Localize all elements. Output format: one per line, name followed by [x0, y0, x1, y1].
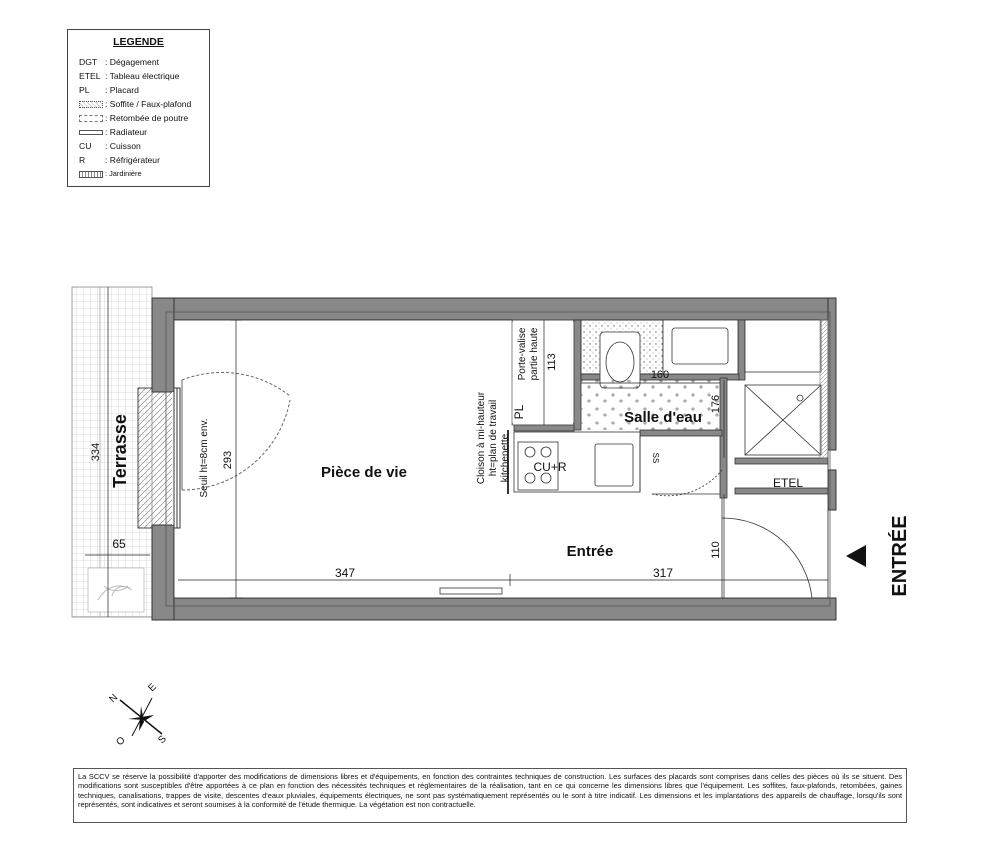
- legend-item: PL : Placard: [79, 85, 139, 95]
- compass-s: S: [156, 733, 169, 747]
- dim-piece-width: 347: [334, 566, 356, 580]
- cloison-label-line3: kitchenette: [500, 433, 511, 483]
- legend-item: ETEL : Tableau électrique: [79, 71, 180, 81]
- dim-sdb-width: 160: [650, 369, 670, 381]
- legend-item: : Radiateur: [79, 127, 147, 137]
- radiator: [440, 588, 502, 594]
- pl-label: PL: [512, 404, 526, 420]
- dim-placard-height: 113: [546, 353, 558, 371]
- legend-title: LEGENDE: [113, 36, 164, 48]
- disclaimer: La SCCV se réserve la possibilité d'apporter des modifications de dimensions libres et d'équipements, en fonction des contraintes techniques de construction. Les surfaces des placards sont comprises dans celles des pièces où ils se situent. Des modifications sont susceptibles d'être apportées à ce plan en fonction des nécessités techniques et réglementaires de la réalisation, tant en ce qui concerne les dimensions libres que l'équipement. Les soffites, faux-plafonds, retombées, gaines techniques, canalisations, trappes de visite, descentes d'eaux pluviales, équipements électriques, ne sont pas systématiquement représentés ou le sont à titre indicatif. Les dimensions et les implantations des appareils de chauffage, lorsqu'ils sont représentés, sont indicatives et seront soumises à la conformité de l'étude thermique. La végétation est non contractuelle.: [73, 768, 907, 823]
- legend-item: R : Réfrigérateur: [79, 155, 160, 165]
- legend-item: : Jardinière: [79, 169, 142, 178]
- porte-valise-label-line1: Porte-valise: [517, 327, 528, 381]
- cloison-label-line1: Cloison à mi-hauteur: [476, 391, 487, 485]
- room-label-piece-de-vie: Pièce de vie: [321, 464, 407, 481]
- porte-valise-label-line2: partie haute: [529, 327, 540, 381]
- room-label-salle-deau: Salle d'eau: [624, 409, 702, 426]
- cu-r-label: CU+R: [533, 460, 567, 474]
- legend-item: DGT : Dégagement: [79, 57, 159, 67]
- legend-item: : Retombée de poutre: [79, 113, 188, 123]
- dim-terrasse-height: 334: [90, 442, 102, 462]
- seuil-label: Seuil ht=8cm env.: [199, 418, 210, 498]
- dim-terrasse-width: 65: [112, 537, 126, 551]
- compass-e: E: [146, 681, 159, 695]
- cloison-label-line2: ht=plan de travail: [488, 399, 499, 477]
- entry-label: ENTRÉE: [889, 515, 911, 597]
- compass-n: N: [107, 692, 121, 706]
- etel-label: ETEL: [772, 476, 804, 490]
- legend-item: CU : Cuisson: [79, 141, 141, 151]
- compass-o: O: [114, 734, 128, 749]
- entry-arrow-icon: [846, 545, 866, 567]
- dim-piece-height: 293: [222, 450, 234, 470]
- dim-entree-width: 317: [652, 566, 674, 580]
- room-label-entree: Entrée: [566, 543, 614, 560]
- room-label-terrasse: Terrasse: [110, 414, 130, 488]
- dim-entree-height: 110: [710, 541, 722, 559]
- legend-item: : Soffite / Faux-plafond: [79, 99, 191, 109]
- dim-sdb-height: 176: [710, 394, 722, 414]
- compass-icon: [107, 681, 169, 748]
- ss-label: SS: [651, 452, 660, 464]
